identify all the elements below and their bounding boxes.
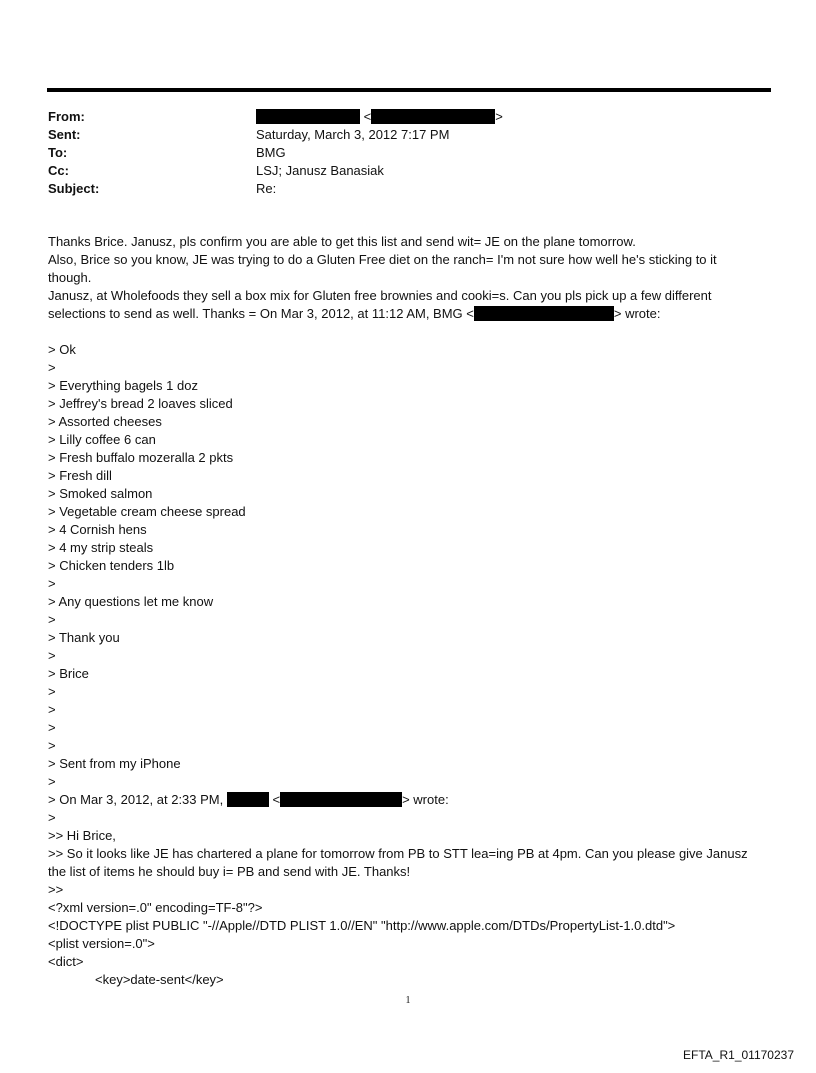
quoted-lt: < — [272, 792, 281, 807]
sent-label: Sent: — [48, 127, 81, 142]
from-value — [256, 108, 503, 126]
xml-line: <?xml version=.0" encoding=TF-8"?> — [48, 900, 263, 915]
cc-value: LSJ; Janusz Banasiak — [256, 163, 384, 178]
redaction-box — [280, 792, 402, 807]
header-rule — [47, 88, 771, 92]
quoted-line: > Sent from my iPhone — [48, 756, 181, 771]
body-line: though. — [48, 270, 92, 285]
body-line: Janusz, at Wholefoods they sell a box mix for Gluten free brownies and cooki=s. Can you pls pick up a few different — [48, 288, 712, 303]
quoted-line: > — [48, 360, 56, 375]
quoted-line: > Smoked salmon — [48, 486, 153, 501]
quoted-line: > Vegetable cream cheese spread — [48, 504, 246, 519]
email-header — [48, 108, 748, 198]
from-gt: > — [495, 109, 503, 124]
xml-line: <dict> — [48, 954, 84, 969]
from-label: From: — [48, 109, 85, 124]
body-line — [48, 305, 778, 323]
subject-value: Re: — [256, 181, 277, 196]
quoted-line: >> — [48, 882, 64, 897]
quoted-line: > Everything bagels 1 doz — [48, 378, 198, 393]
quoted-line: > Thank you — [48, 630, 120, 645]
body-line: Also, Brice so you know, JE was trying to do a Gluten Free diet on the ranch= I'm not sure how well he's sticking to it — [48, 252, 717, 267]
subject-label: Subject: — [48, 181, 100, 196]
page-number: 1 — [405, 995, 411, 1006]
quoted-line: > Fresh dill — [48, 468, 112, 483]
cc-label: Cc: — [48, 163, 69, 178]
quoted-line: > Any questions let me know — [48, 594, 214, 609]
xml-line: <key>date-sent</key> — [95, 972, 224, 987]
bates-number: EFTA_R1_01170237 — [683, 1048, 794, 1062]
xml-line: <plist version=.0"> — [48, 936, 155, 951]
quoted-line: > — [48, 774, 56, 789]
to-row — [48, 144, 748, 162]
from-lt: < — [363, 109, 372, 124]
quoted-line: > — [48, 738, 56, 753]
quoted-line: > — [48, 612, 56, 627]
body-line-end: > wrote: — [613, 306, 661, 321]
quoted-line — [48, 791, 778, 809]
quoted-line: > Jeffrey's bread 2 loaves sliced — [48, 396, 233, 411]
redaction-box — [227, 792, 269, 807]
email-body — [48, 233, 778, 989]
quoted-line: > Assorted cheeses — [48, 414, 162, 429]
sent-row — [48, 126, 748, 144]
quoted-line: > — [48, 810, 56, 825]
from-row — [48, 108, 748, 126]
quoted-line: > Lilly coffee 6 can — [48, 432, 156, 447]
quoted-line-end: > wrote: — [402, 792, 449, 807]
to-label: To: — [48, 145, 68, 160]
quoted-line: > — [48, 576, 56, 591]
cc-row — [48, 162, 748, 180]
quoted-line: >> Hi Brice, — [48, 828, 116, 843]
redaction-box — [474, 306, 614, 321]
quoted-line: > Brice — [48, 666, 89, 681]
quoted-line: > Ok — [48, 342, 76, 357]
quoted-line: the list of items he should buy i= PB and send with JE. Thanks! — [48, 864, 411, 879]
quoted-line: > 4 my strip steals — [48, 540, 154, 555]
quoted-line: > 4 Cornish hens — [48, 522, 147, 537]
quoted-line: > — [48, 702, 56, 717]
redaction-box — [256, 109, 360, 124]
sent-value: Saturday, March 3, 2012 7:17 PM — [256, 127, 450, 142]
xml-line: <!DOCTYPE plist PUBLIC "-//Apple//DTD PLIST 1.0//EN" "http://www.apple.com/DTDs/PropertyList-1.0.dtd"> — [48, 918, 676, 933]
quoted-line: >> So it looks like JE has chartered a plane for tomorrow from PB to STT lea=ing PB at 4pm. Can you please give Janusz — [48, 846, 748, 861]
spacer — [48, 323, 778, 341]
quoted-line: > Fresh buffalo mozeralla 2 pkts — [48, 450, 234, 465]
to-value: BMG — [256, 145, 286, 160]
quoted-line: > — [48, 684, 56, 699]
body-line-start: selections to send as well. Thanks = On Mar 3, 2012, at 11:12 AM, BMG < — [48, 306, 474, 321]
body-line: Thanks Brice. Janusz, pls confirm you are able to get this list and send wit= JE on the plane tomorrow. — [48, 234, 636, 249]
quoted-line-start: > On Mar 3, 2012, at 2:33 PM, — [48, 792, 224, 807]
redaction-box — [371, 109, 495, 124]
quoted-line: > — [48, 720, 56, 735]
quoted-line: > Chicken tenders 1lb — [48, 558, 175, 573]
quoted-line: > — [48, 648, 56, 663]
subject-row — [48, 180, 748, 198]
